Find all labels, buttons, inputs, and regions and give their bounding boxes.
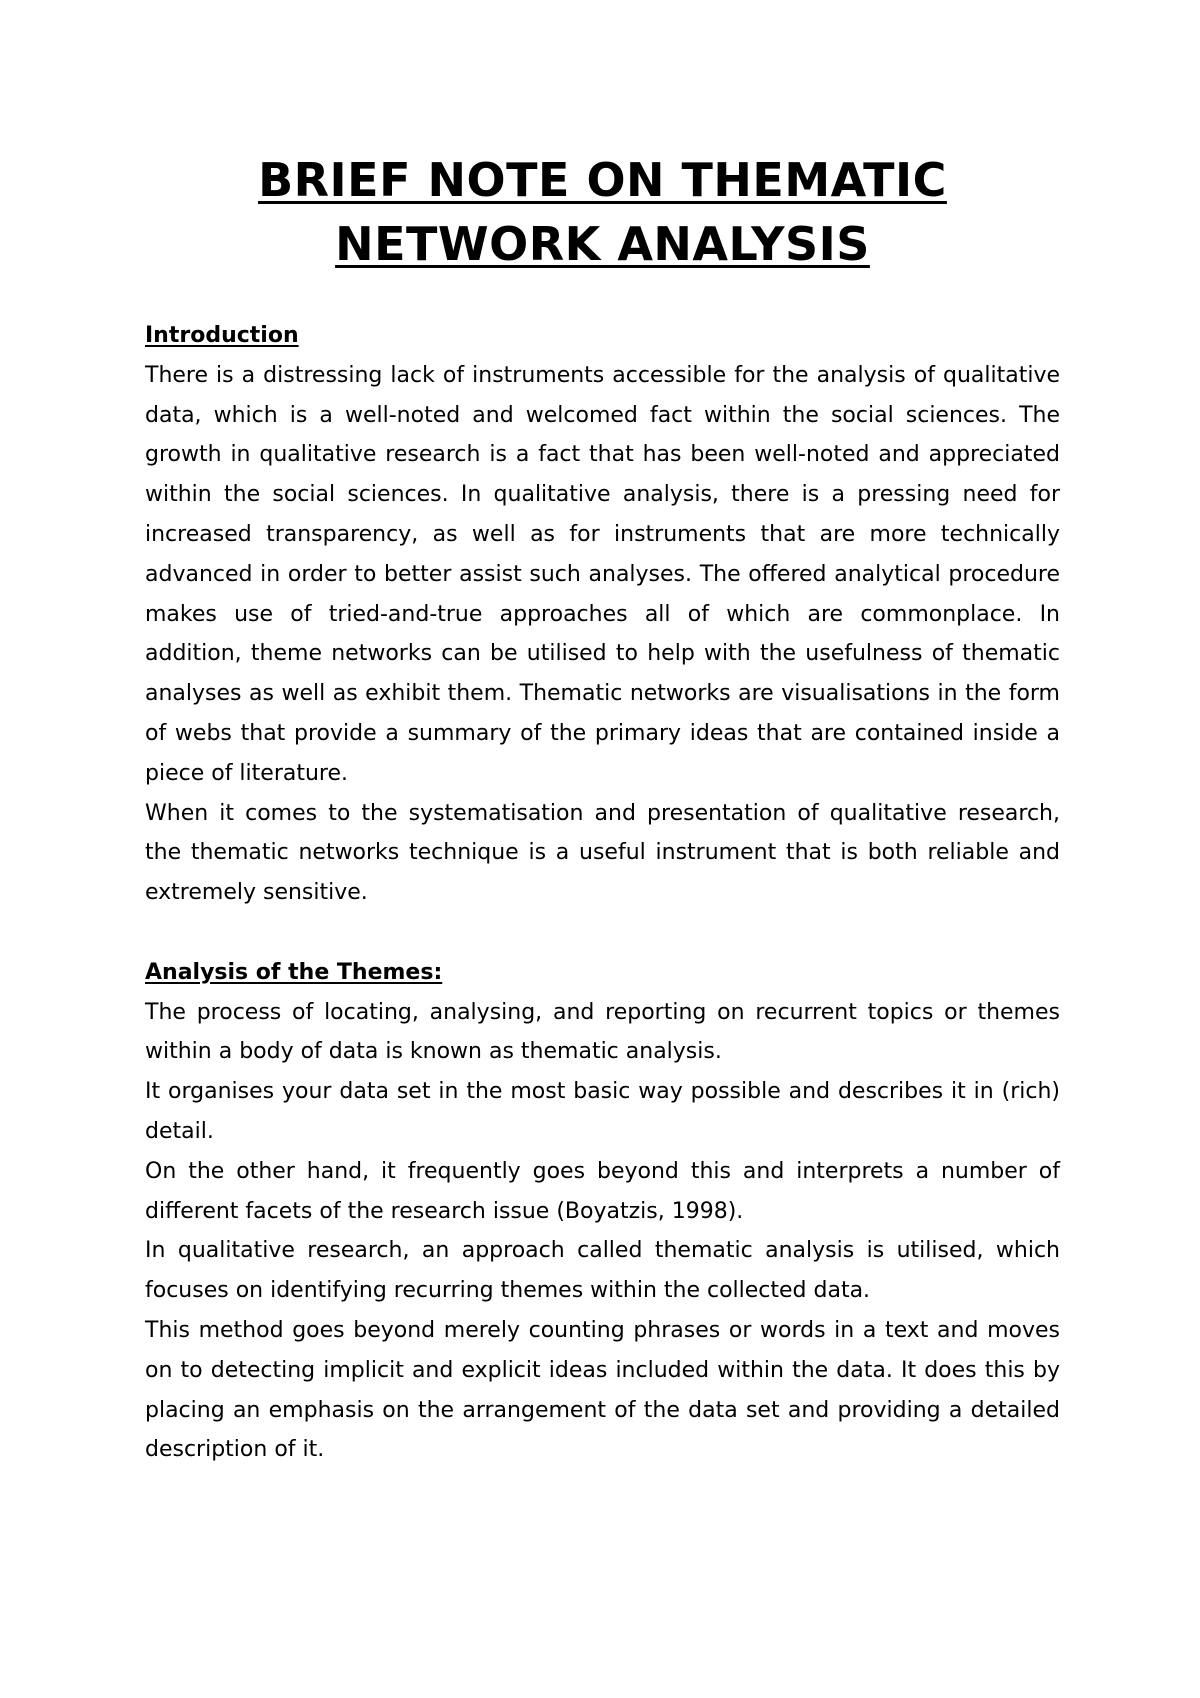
introduction-paragraph-2: When it comes to the systematisation and presentation of qualitative research, the thematic networks technique is a useful instrument that is both reliable and extremely sensitive. <box>145 800 1060 906</box>
section-introduction <box>145 316 1060 913</box>
analysis-paragraph-1: The process of locating, analysing, and reporting on recurrent topics or themes within a body of data is known as thematic analysis. <box>145 999 1060 1065</box>
analysis-paragraph-5: This method goes beyond merely counting phrases or words in a text and moves on to detecting implicit and explicit ideas included within the data. It does this by placing an emphasis on the arrangement of the data set and providing a detailed description of it. <box>145 1317 1060 1463</box>
introduction-paragraph-1: There is a distressing lack of instruments accessible for the analysis of qualitative data, which is a well-noted and welcomed fact within the social sciences. The growth in qualitative research is a fact that has been well-noted and appreciated within the social sciences. In qualitative analysis, there is a pressing need for increased transparency, as well as for instruments that are more technically advanced in order to better assist such analyses. The offered analytical procedure makes use of tried-and-true approaches all of which are commonplace. In addition, theme networks can be utilised to help with the usefulness of thematic analyses as well as exhibit them. Thematic networks are visualisations in the form of webs that provide a summary of the primary ideas that are contained inside a piece of literature. <box>145 362 1060 786</box>
document-title: BRIEF NOTE ON THEMATIC NETWORK ANALYSIS <box>258 153 947 271</box>
analysis-paragraph-4: In qualitative research, an approach called thematic analysis is utilised, which focuses on identifying recurring themes within the collected data. <box>145 1238 1060 1304</box>
section-analysis-of-themes <box>145 953 1060 1470</box>
section-spacer <box>145 913 1060 953</box>
section-heading-introduction: Introduction <box>145 323 299 348</box>
section-heading-analysis-of-themes: Analysis of the Themes: <box>145 959 443 985</box>
analysis-paragraph-2: It organises your data set in the most basic way possible and describes it in (rich) detail. <box>145 1079 1060 1144</box>
document-body <box>145 316 1060 1470</box>
analysis-paragraph-3: On the other hand, it frequently goes beyond this and interprets a number of different facets of the research issue (Boyatzis, 1998). <box>145 1158 1060 1224</box>
